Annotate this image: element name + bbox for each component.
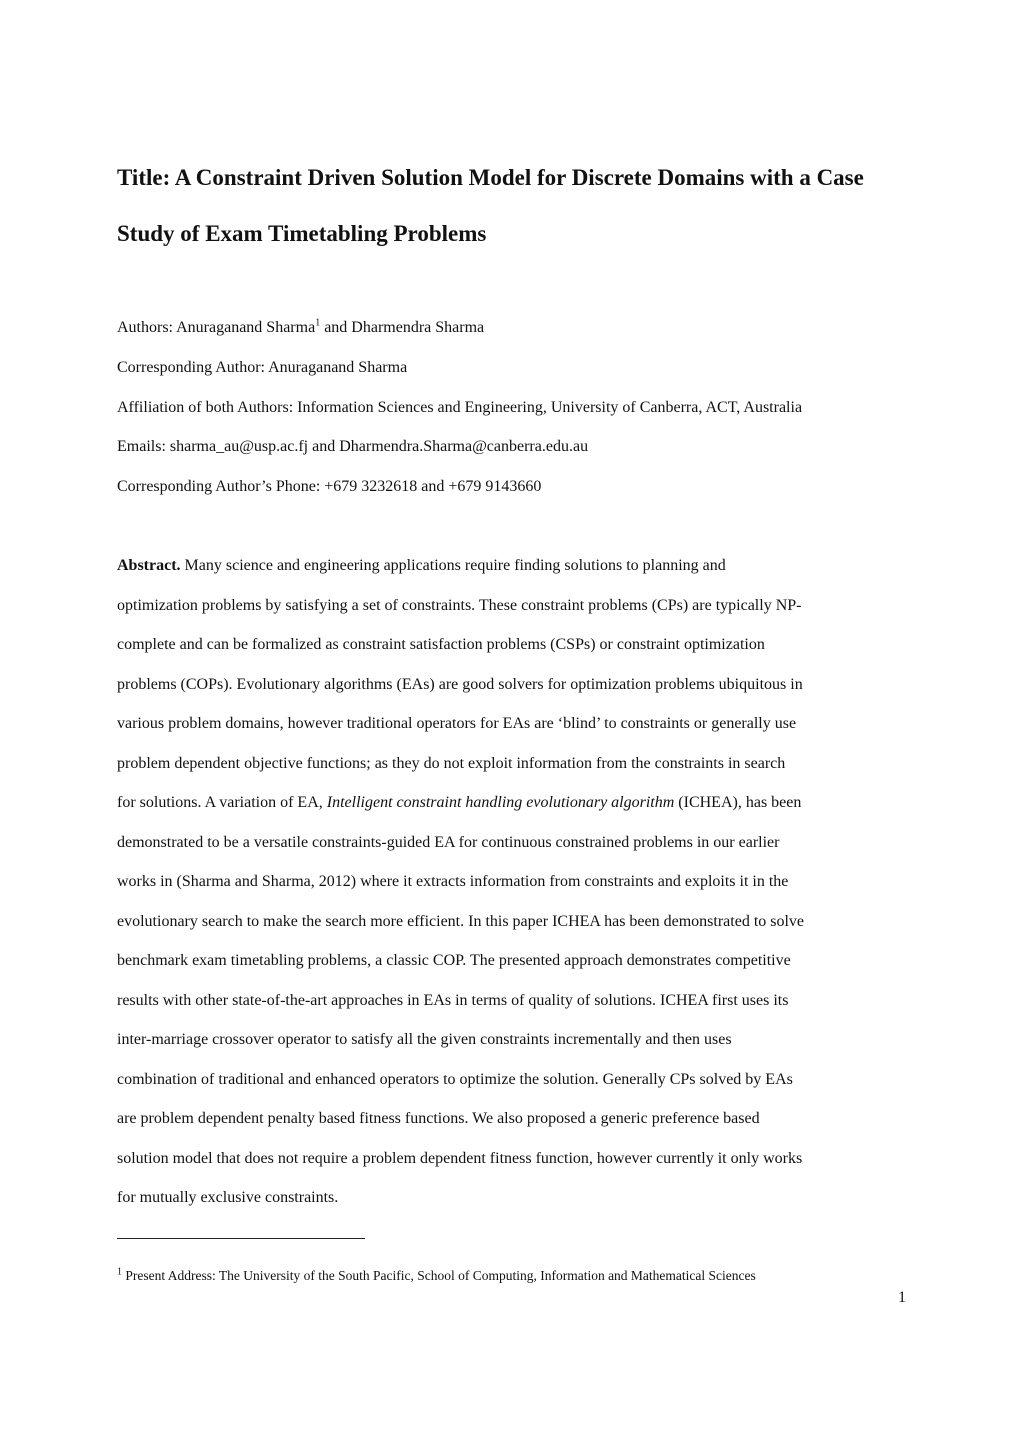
abstract-line: optimization problems by satisfying a set of constraints. These constraint problems (CPs) are typically NP- bbox=[117, 596, 802, 614]
abstract-text: (ICHEA), has been bbox=[674, 794, 802, 811]
abstract-line: combination of traditional and enhanced operators to optimize the solution. Generally CPs solved by EAs bbox=[117, 1070, 793, 1088]
abstract-line: problems (COPs). Evolutionary algorithms (EAs) are good solvers for optimization problems ubiquitous in bbox=[117, 675, 803, 693]
author-footnote-mark: 1 bbox=[315, 317, 321, 329]
abstract-line: benchmark exam timetabling problems, a classic COP. The presented approach demonstrates competitive bbox=[117, 952, 791, 969]
emails-line: Emails: sharma_au@usp.ac.fj and Dharmendra.Sharma@canberra.edu.au bbox=[117, 438, 589, 455]
abstract-line bbox=[117, 790, 877, 830]
authors-line bbox=[117, 318, 484, 338]
affiliation-line: Affiliation of both Authors: Information Sciences and Engineering, University of Canberra, ACT, Australia bbox=[117, 399, 803, 416]
title-line-2: Study of Exam Timetabling Problems bbox=[117, 221, 487, 246]
footnote-mark: 1 bbox=[117, 1266, 122, 1278]
abstract-label: Abstract. bbox=[117, 557, 181, 574]
abstract-line: problem dependent objective functions; as they do not exploit information from the constraints in search bbox=[117, 754, 786, 772]
abstract-text: for solutions. A variation of EA, bbox=[117, 794, 327, 811]
title-line-1: Title: A Constraint Driven Solution Model for Discrete Domains with a Case bbox=[117, 165, 864, 190]
abstract-line: evolutionary search to make the search more efficient. In this paper ICHEA has been demonstrated to solve bbox=[117, 912, 805, 930]
authors-text-suffix: and Dharmendra Sharma bbox=[320, 319, 485, 336]
abstract bbox=[117, 553, 877, 1225]
abstract-line: demonstrated to be a versatile constraints-guided EA for continuous constrained problems in our earlier bbox=[117, 833, 780, 851]
abstract-line: complete and can be formalized as constraint satisfaction problems (CSPs) or constraint optimization bbox=[117, 636, 765, 653]
abstract-text: Many science and engineering applications require finding solutions to planning and bbox=[180, 557, 726, 574]
phone-line: Corresponding Author’s Phone: +679 3232618 and +679 9143660 bbox=[117, 478, 542, 495]
abstract-line: are problem dependent penalty based fitness functions. We also proposed a generic preference based bbox=[117, 1110, 760, 1127]
footnote bbox=[117, 1266, 756, 1286]
authors-text: Authors: Anuraganand Sharma bbox=[117, 319, 316, 336]
abstract-line: inter-marriage crossover operator to satisfy all the given constraints incrementally and then uses bbox=[117, 1031, 732, 1048]
footnote-text: Present Address: The University of the South Pacific, School of Computing, Information and Mathematical Sciences bbox=[122, 1268, 756, 1283]
abstract-line: results with other state-of-the-art approaches in EAs in terms of quality of solutions. ICHEA first uses its bbox=[117, 991, 789, 1009]
footnote-divider bbox=[117, 1238, 365, 1239]
abstract-line: various problem domains, however traditional operators for EAs are ‘blind’ to constraints or generally use bbox=[117, 715, 797, 732]
abstract-line: solution model that does not require a problem dependent fitness function, however currently it only works bbox=[117, 1149, 803, 1167]
corresponding-author-line: Corresponding Author: Anuraganand Sharma bbox=[117, 359, 408, 376]
paper-title bbox=[117, 150, 917, 262]
abstract-line: works in (Sharma and Sharma, 2012) where it extracts information from constraints and exploits it in the bbox=[117, 873, 789, 890]
abstract-line bbox=[117, 553, 877, 593]
page-number: 1 bbox=[898, 1289, 906, 1306]
abstract-line: for mutually exclusive constraints. bbox=[117, 1189, 339, 1206]
ichea-italic-term: Intelligent constraint handling evolutionary algorithm bbox=[326, 794, 675, 811]
